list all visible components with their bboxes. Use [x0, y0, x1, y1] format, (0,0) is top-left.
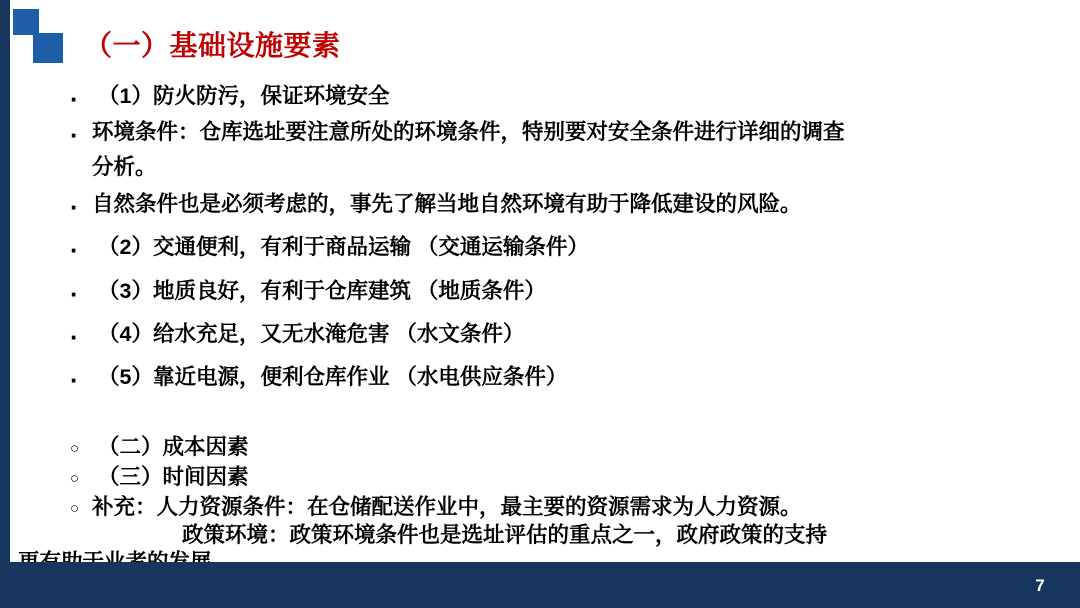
content-line-text: （5）靠近电源，便利仓库作业 （水电供应条件）	[98, 365, 568, 390]
content-line	[70, 433, 1060, 461]
content-line	[70, 118, 1060, 152]
content-line	[70, 82, 1060, 116]
bullet-dot-icon	[70, 277, 92, 311]
content-line	[70, 233, 1060, 267]
content-line-text: （3）地质良好，有利于仓库建筑 （地质条件）	[98, 278, 546, 303]
content-line	[70, 363, 1060, 397]
bottom-accent-bar	[0, 562, 1080, 608]
content-line	[70, 463, 1060, 491]
bullet-dot-icon	[70, 190, 92, 224]
decorative-square-small	[13, 9, 39, 35]
content-line-text: （2）交通便利，有利于商品运输 （交通运输条件）	[98, 235, 589, 260]
page-number: 7	[1035, 576, 1045, 595]
bullet-circle-icon	[70, 463, 92, 491]
bullet-dot-icon	[70, 233, 92, 267]
content-line-text: （二）成本因素	[98, 434, 249, 459]
content-line-text: 环境条件：仓库选址要注意所处的环境条件，特别要对安全条件进行详细的调查	[92, 120, 845, 145]
content-line-text: （三）时间因素	[98, 464, 249, 489]
decorative-square-large	[33, 33, 63, 63]
content-line-continuation	[70, 153, 1060, 181]
trailing-text-line-1: 政策环境：政策环境条件也是选址评估的重点之一，政府政策的支持	[182, 522, 828, 547]
page-title: （一）基础设施要素	[84, 30, 341, 61]
bullet-dot-icon	[70, 118, 92, 152]
bullet-circle-icon	[70, 493, 92, 521]
content-line-text: 分析。	[92, 154, 157, 179]
content-line-text: （1）防火防污，保证环境安全	[98, 84, 390, 108]
content-line-text: 补充：人力资源条件：在仓储配送作业中，最主要的资源需求为人力资源。	[92, 495, 802, 520]
content-line	[70, 277, 1060, 311]
bullet-dot-icon	[70, 363, 92, 397]
bullet-dot-icon	[70, 82, 92, 116]
content-line	[70, 320, 1060, 354]
bullet-dot-icon	[70, 320, 92, 354]
bullet-circle-icon	[70, 433, 92, 461]
content-line	[70, 190, 1060, 224]
slide-content	[70, 82, 1060, 577]
left-accent-bar	[0, 0, 10, 608]
content-line-text: （4）给水充足，又无水淹危害 （水文条件）	[98, 321, 525, 346]
content-line	[70, 493, 1060, 521]
section-gap	[70, 407, 1060, 433]
content-line-text: 自然条件也是必须考虑的，事先了解当地自然环境有助于降低建设的风险。	[92, 192, 802, 216]
